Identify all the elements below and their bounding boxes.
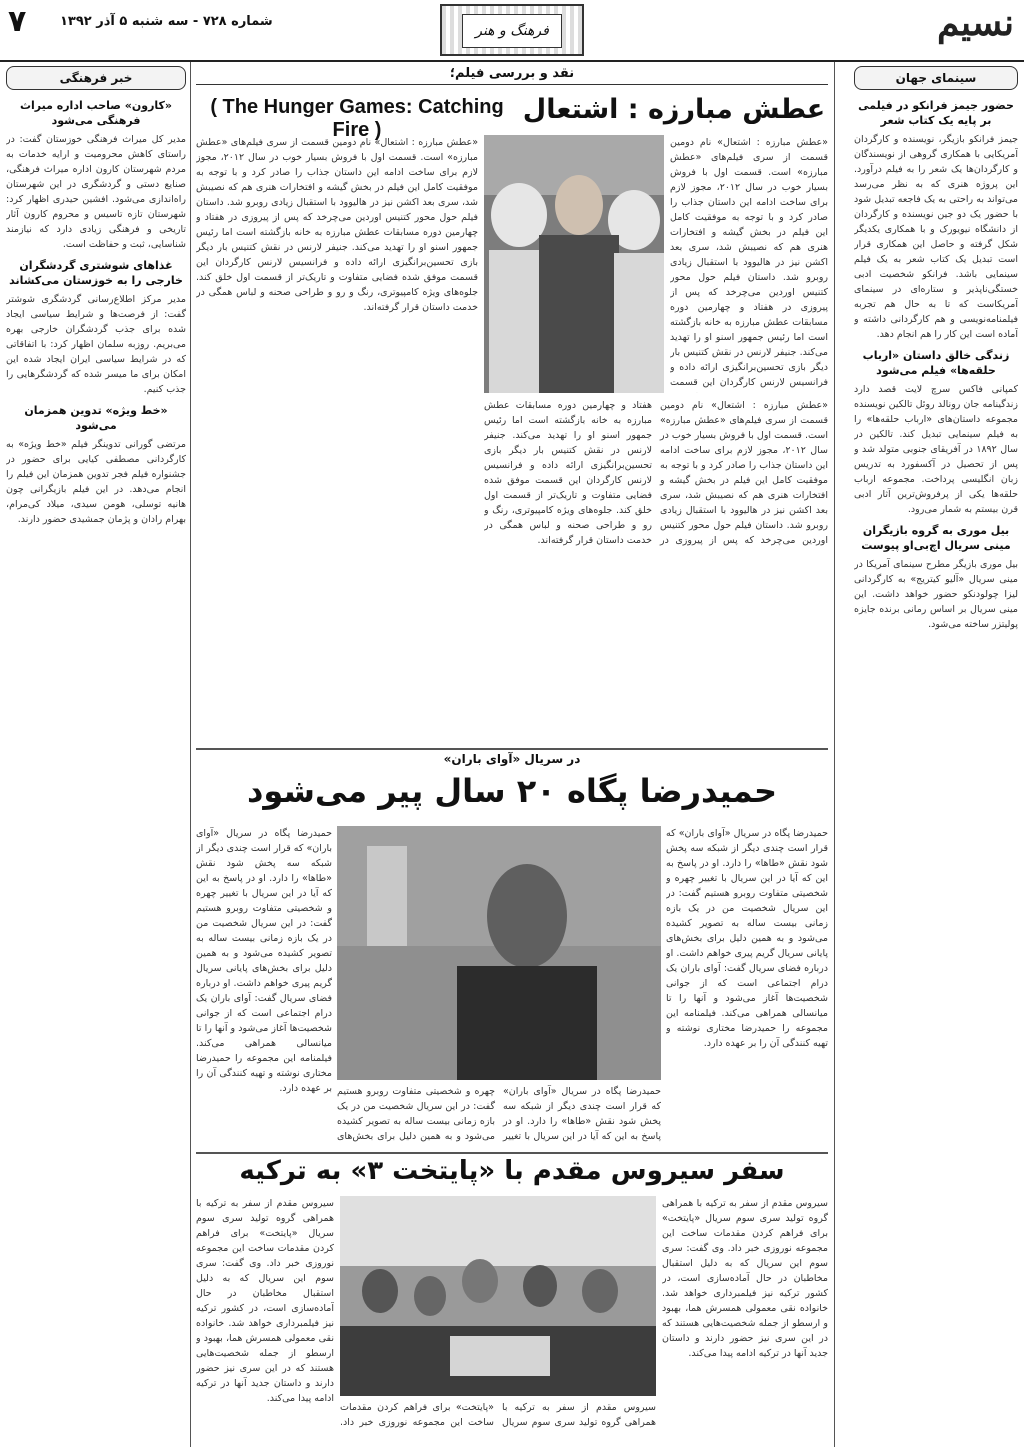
feature-body-left	[196, 135, 478, 745]
feature-kicker: نقد و بررسی فیلم؛	[196, 66, 828, 85]
headline-tolkien: زندگی خالق داستان «ارباب حلقه‌ها» فیلم می‌شود	[862, 349, 1010, 377]
section-badge	[440, 4, 584, 56]
issue-info: شماره ۷۲۸ - سه شنبه ۵ آذر ۱۳۹۲	[60, 14, 273, 29]
article-bill-murray: بیل موری بازیگر مطرح سینمای آمریکا در مینی سریال «آلیو کیتریج» به کارگردانی لیزا چولودنکو حضور خواهد داشت. این مینی سریال بر اساس رمانی برنده جایزه پولیتزر ساخته می‌شود.	[854, 559, 1018, 630]
page-header	[0, 0, 1024, 62]
culture-news-title: خبر فرهنگی	[6, 66, 186, 90]
paytakht-body-lower-text: سیروس مقدم از سفر به ترکیه با همراهی گروه تولید سری سوم سریال «پایتخت» برای فراهم کردن مقدمات ساخت این مجموعه نوروزی خبر داد.	[340, 1402, 656, 1428]
pegah-photo	[337, 826, 661, 1080]
column-divider-right	[834, 62, 835, 1447]
culture-news-column	[6, 66, 186, 1444]
column-divider-left	[190, 62, 191, 1447]
section-divider-1	[196, 748, 828, 750]
headline-karoon: «کارون» صاحب اداره میراث فرهنگی می‌شود	[19, 99, 173, 127]
pegah-body-left-text: حمیدرضا پگاه در سریال «آوای باران» که قرار است چندی دیگر از شبکه سه پخش شود نقش «طاها» را دارد. او در پاسخ به این که آیا در این سریال با تغییر چهره و شخصیتی متفاوت روبرو هستیم گفت: در این سریال شخصیت من در یک بازه زمانی بیست ساله به تصویر کشیده می‌شود و به همین دلیل برای بخش‌های پایانی سریال گریم پیری خواهم داشت. او درباره فضای سریال گفت: آوای باران یک درام اجتماعی است که از جوانی شخصیت‌ها آغاز می‌شود و آنها را تا میانسالی همراهی می‌کند. فیلمنامه این مجموعه را حمیدرضا مختاری نوشته و تهیه کنندگی آن را بر عهده دارد.	[196, 828, 332, 1094]
article-franco: جیمز فرانکو بازیگر، نویسنده و کارگردان آمریکایی با همکاری گروهی از نویسندگان و کارگردان‌ها یک شعر را به فیلم درآورد. این پروژه هنری که به نظر می‌رسد می‌تواند به راحتی به یک فاجعه تبدیل شود با حضور یک دو جین نویسنده و کارگردان از دانشگاه نیویورک و با همکاری یکدیگر شکل گرفته و حاصل این همکاری قرار است تبدیل یک کتاب شعر به یک فیلم سینمایی باشد. فرانکو شخصیت ادبی خستگی‌ناپذیر و ستاره‌ای در سینمای آمریکاست که تا به حال هم تجربه فیلمنامه‌نویسی و هم کارگردانی داشته و آماده است این کار را هم انجام دهد.	[854, 134, 1018, 340]
pegah-body-right	[666, 826, 828, 1126]
feature-body-right-text: «عطش مبارزه : اشتعال» نام دومین قسمت از سری فیلم‌های «عطش مبارزه» است. قسمت اول با فروش بسیار خوب در سال ۲۰۱۲، مجوز لازم برای ساخت ادامه این داستان جذاب را صادر کرد و با توجه به موفقیت کامل این فیلم در بخش گیشه و افتخارات هنری هم که نصیبش شد، سری بعد اکشن نیز در هالیوود با استقبال زیادی روبرو شد. داستان فیلم حول محور کتنیس اوردین می‌چرخد که پس از پیروزی در هفتاد و چهارمین دوره مسابقات عطش مبارزه به خانه بازگشته است اما رئیس جمهور اسنو او را تهدید می‌کند. جنیفر لارنس در نقش کتنیس بار دیگر بازی تحسین‌برانگیزی ارائه داده و فرانسیس لارنس کارگردان این قسمت	[670, 137, 828, 388]
feature-body-lower	[484, 398, 828, 745]
paytakht-photo	[340, 1196, 656, 1396]
headline-franco: حضور جیمز فرانکو در فیلمی بر پایه یک کتاب شعر	[858, 99, 1014, 127]
newspaper-logo: نسیم	[937, 2, 1014, 44]
world-cinema-title: سینمای جهان	[854, 66, 1018, 90]
feature-body-right	[670, 135, 828, 393]
pegah-headline: حمیدرضا پگاه ۲۰ سال پیر می‌شود	[246, 772, 778, 810]
paytakht-body-left-text: سیروس مقدم از سفر به ترکیه با همراهی گروه تولید سری سوم سریال «پایتخت» برای فراهم کردن مقدمات ساخت این مجموعه نوروزی خبر داد. وی گفت: سری سوم این سریال که به دلیل استقبال مخاطبان در حال آماده‌سازی است، در کشور ترکیه نیز فیلمبرداری خواهد شد. خانواده نقی معمولی همسرش هما، بهبود و ارسطو از جمله شخصیت‌هایی هستند که در این سری نیز حضور دارند و داستان جدید آنها در ترکیه ادامه پیدا می‌کند.	[196, 1198, 334, 1404]
article-khat-vijeh: مرتضی گورانی تدوینگر فیلم «خط ویژه» به کارگردانی مصطفی کیایی برای حضور در جشنواره فیلم فجر تدوین همزمان این فیلم را انجام می‌دهد. در این فیلم بازیگرانی چون هانیه توسلی، هومن سیدی، میلاد کی‌مرام، بهرام رادان و پژمان جمشیدی حضور دارند.	[6, 439, 186, 525]
feature-body-left-text: «عطش مبارزه : اشتعال» نام دومین قسمت از سری فیلم‌های «عطش مبارزه» است. قسمت اول با فروش بسیار خوب در سال ۲۰۱۲، مجوز لازم برای ساخت ادامه این داستان جذاب را صادر کرد و با توجه به موفقیت کامل این فیلم در بخش گیشه و افتخارات هنری هم که نصیبش شد، سری بعد اکشن نیز در هالیوود با استقبال زیادی روبرو شد. داستان فیلم حول محور کتنیس اوردین می‌چرخد که پس از پیروزی در هفتاد و چهارمین دوره مسابقات عطش مبارزه به خانه بازگشته است اما رئیس جمهور اسنو او را تهدید می‌کند. جنیفر لارنس در نقش کتنیس بار دیگر بازی تحسین‌برانگیزی ارائه داده و فرانسیس لارنس کارگردان این قسمت موفق شده فضایی متفاوت و تاریک‌تر از قسمت اول خلق کند. جلوه‌های ویژه کامپیوتری، رنگ و رو و طراحی صحنه و لباس همگی در خدمت داستان قرار گرفته‌اند.	[196, 137, 478, 313]
paytakht-body-right-text: سیروس مقدم از سفر به ترکیه با همراهی گروه تولید سری سوم سریال «پایتخت» برای فراهم کردن مقدمات ساخت این مجموعه نوروزی خبر داد. وی گفت: سری سوم این سریال که به دلیل استقبال مخاطبان در حال آماده‌سازی است، در کشور ترکیه نیز فیلمبرداری خواهد شد. خانواده نقی معمولی همسرش هما، بهبود و ارسطو از جمله شخصیت‌هایی هستند که در این سری نیز حضور دارند و داستان جدید آنها در ترکیه ادامه پیدا می‌کند.	[662, 1198, 828, 1359]
paytakht-body-lower	[340, 1400, 656, 1444]
paytakht-body-right	[662, 1196, 828, 1444]
pegah-body-lower-text: حمیدرضا پگاه در سریال «آوای باران» که قرار است چندی دیگر از شبکه سه پخش شود نقش «طاها» را دارد. او در پاسخ به این که آیا در این سریال با تغییر چهره و شخصیتی متفاوت روبرو هستیم گفت: در این سریال شخصیت من در یک بازه زمانی بیست ساله به تصویر کشیده می‌شود و به همین دلیل برای بخش‌های	[337, 1086, 661, 1142]
article-karoon: مدیر کل میراث فرهنگی خوزستان گفت: در راستای کاهش محرومیت و ارایه خدمات به مردم شهرستان کارون اداره میراث فرهنگی، صنایع دستی و گردشگری در این شهرستان راه‌اندازی می‌شود. افشین حیدری اظهار کرد: شهرستان تازه تاسیس و محروم کارون آثار تاریخی و فرهنگی زیادی دارد که نیازمند شناسایی، ثبت و حفاظت است.	[6, 134, 186, 250]
pegah-kicker: در سریال «آوای باران»	[443, 752, 581, 766]
section-title: فرهنگ و هنر	[462, 14, 562, 48]
pegah-body-lower	[337, 1084, 661, 1152]
pegah-body-left	[196, 826, 332, 1126]
paytakht-body-left	[196, 1196, 334, 1444]
paytakht-headline: سفر سیروس مقدم با «پایتخت ۳» به ترکیه	[239, 1156, 785, 1186]
pegah-body-right-text: حمیدرضا پگاه در سریال «آوای باران» که قرار است چندی دیگر از شبکه سه پخش شود نقش «طاها» را دارد. او در پاسخ به این که آیا در این سریال با تغییر چهره و شخصیتی متفاوت روبرو هستیم گفت: در این سریال شخصیت من در یک بازه زمانی بیست ساله به تصویر کشیده می‌شود و به همین دلیل برای بخش‌های پایانی سریال گریم پیری خواهم داشت. او درباره فضای سریال گفت: آوای باران یک درام اجتماعی است که از جوانی شخصیت‌ها آغاز می‌شود و آنها را تا میانسالی همراهی می‌کند. فیلمنامه این مجموعه را حمیدرضا مختاری نوشته و تهیه کنندگی آن را بر عهده دارد.	[666, 828, 828, 1049]
feature-headline-english: ( The Hunger Games: Catching Fire )	[210, 96, 504, 141]
headline-khat-vijeh: «خط ویژه» تدوین همزمان می‌شود	[24, 404, 168, 432]
headline-shushtar: غذاهای شوشتری گردشگران خارجی را به خوزستان می‌کشاند	[9, 259, 183, 287]
page-number: ۷	[8, 4, 27, 39]
hunger-games-photo	[484, 135, 664, 393]
world-cinema-column	[854, 66, 1018, 1444]
article-tolkien: کمپانی فاکس سرچ لایت قصد دارد زندگینامه جان رونالد روئل تالکین نویسنده مجموعه داستان‌های «ارباب حلقه‌ها» را به فیلم سینمایی تبدیل کند. تالکین در سال ۱۸۹۲ در آفریقای جنوبی متولد شد و پس از تحصیل در آکسفورد به تدریس زبان انگلیسی پرداخت. مجموعه ارباب حلقه‌ها یکی از پرفروش‌ترین آثار ادبی قرن بیستم به شمار می‌رود.	[854, 384, 1018, 515]
feature-headline: عطش مبارزه : اشتعال	[522, 94, 826, 125]
section-divider-2	[196, 1152, 828, 1154]
article-shushtar: مدیر مرکز اطلاع‌رسانی گردشگری شوشتر گفت: از فرصت‌ها و شرایط سیاسی ایجاد شده برای جذب گردشگران خارجی بهره می‌بریم. روزبه سلمان اظهار کرد: با اتفاقاتی که در شرایط سیاسی ایران ایجاد شده این امکان برای ما میسر شده که گردشگرهایی را جذب کنیم.	[6, 294, 186, 395]
feature-body-lower-text: «عطش مبارزه : اشتعال» نام دومین قسمت از سری فیلم‌های «عطش مبارزه» است. قسمت اول با فروش بسیار خوب در سال ۲۰۱۲، مجوز لازم برای ساخت ادامه این داستان جذاب را صادر کرد و با توجه به موفقیت کامل این فیلم در بخش گیشه و افتخارات هنری هم که نصیبش شد، سری بعد اکشن نیز در هالیوود با استقبال زیادی روبرو شد. داستان فیلم حول محور کتنیس اوردین می‌چرخد که پس از پیروزی در هفتاد و چهارمین دوره مسابقات عطش مبارزه به خانه بازگشته است اما رئیس جمهور اسنو او را تهدید می‌کند. جنیفر لارنس در نقش کتنیس بار دیگر بازی تحسین‌برانگیزی ارائه داده و فرانسیس لارنس کارگردان این قسمت موفق شده فضایی متفاوت و تاریک‌تر از قسمت اول خلق کند. جلوه‌های ویژه کامپیوتری، رنگ و رو و طراحی صحنه و لباس همگی در خدمت داستان قرار گرفته‌اند.	[484, 400, 828, 546]
headline-bill-murray: بیل موری به گروه بازیگران مینی سریال اچ‌بی‌او پیوست	[861, 524, 1011, 552]
